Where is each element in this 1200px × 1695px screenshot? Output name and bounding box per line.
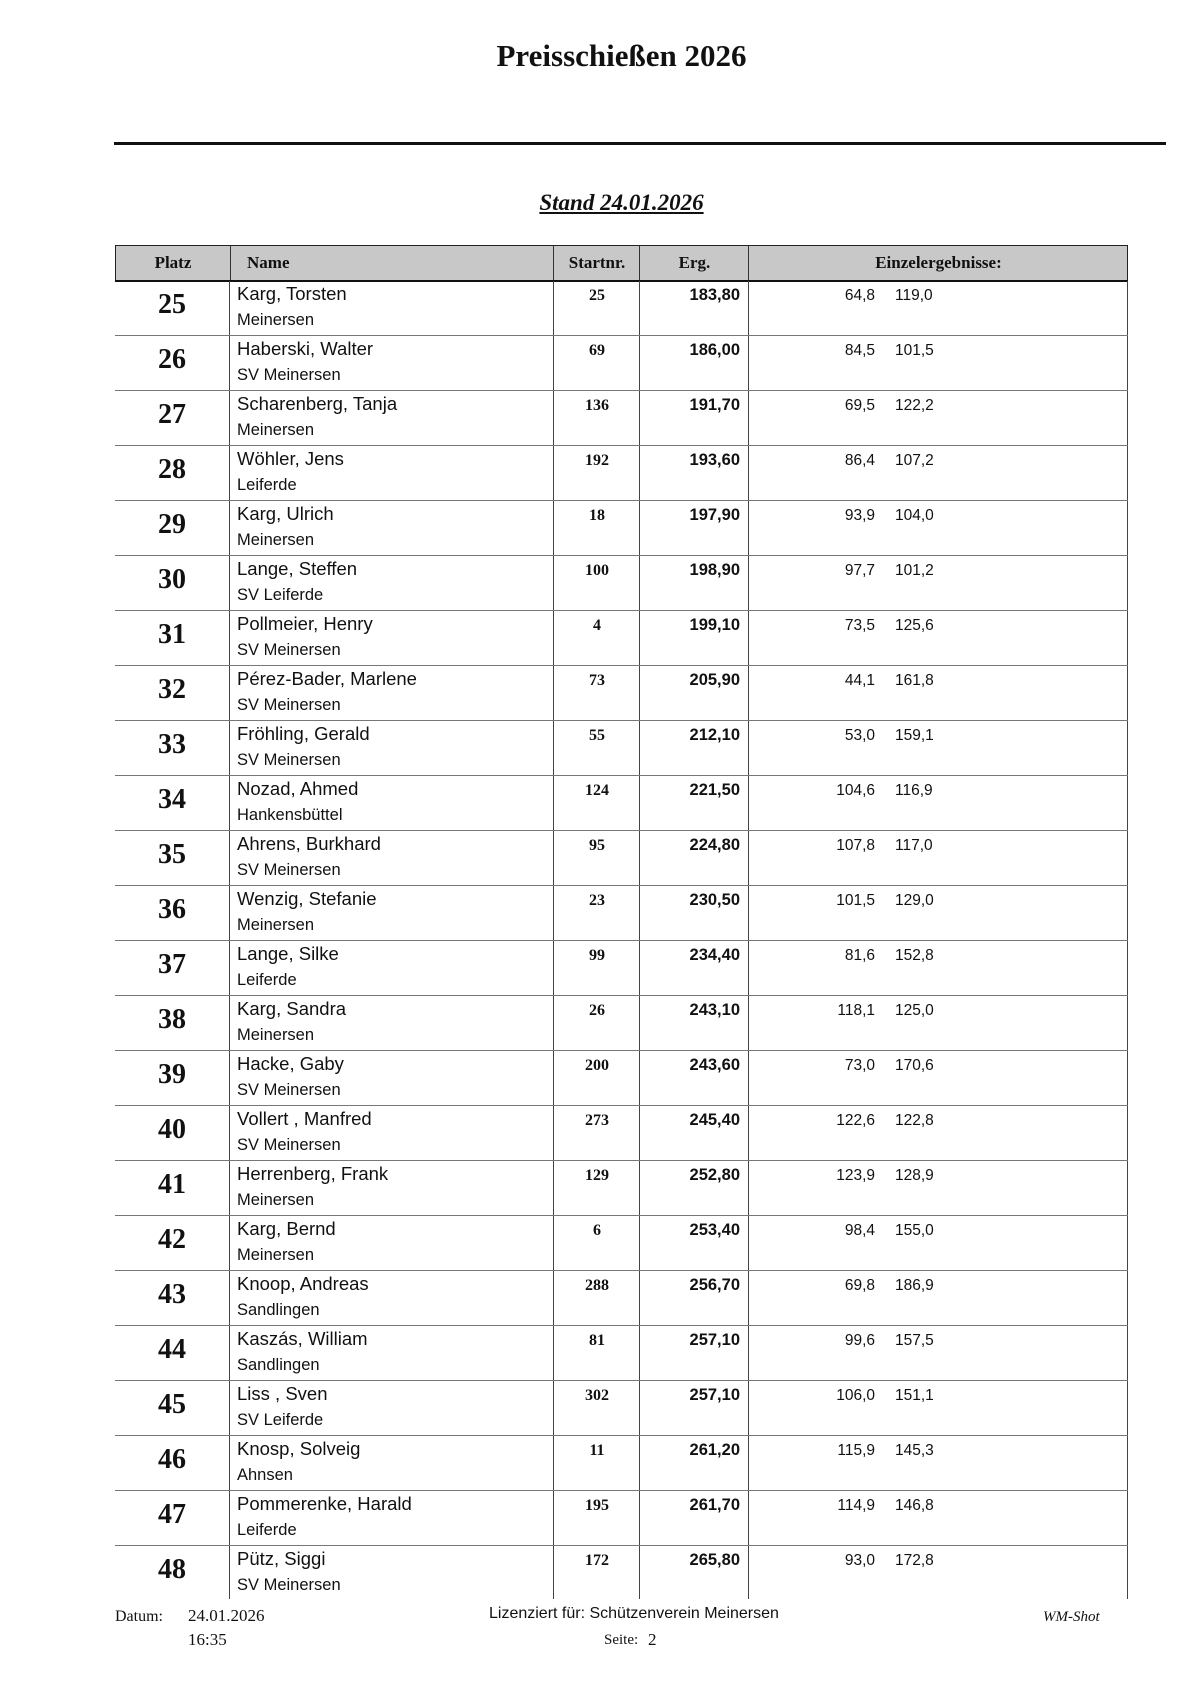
start-number: 18 [589,507,605,524]
single-result-1: 106,0 [836,1387,875,1404]
shooter-name: Karg, Ulrich [237,503,334,524]
single-result-2: 145,3 [895,1442,934,1459]
table-row [115,666,1128,721]
platz-cell: 25 [158,289,186,320]
table-row [115,1216,1128,1271]
table-row [115,776,1128,831]
single-result-2: 151,1 [895,1387,934,1404]
shooter-name: Scharenberg, Tanja [237,393,398,414]
platz-cell: 43 [158,1279,186,1310]
shooter-name: Fröhling, Gerald [237,723,370,744]
total-result: 261,70 [689,1496,740,1514]
single-result-2: 170,6 [895,1057,934,1074]
footer-time: 16:35 [188,1630,227,1649]
footer-datum-label: Datum: [115,1608,163,1625]
table-row [115,1381,1128,1436]
shooter-name: Liss , Sven [237,1383,328,1404]
single-result-2: 122,8 [895,1112,934,1129]
start-number: 4 [593,617,601,634]
total-result: 224,80 [689,836,740,854]
single-result-2: 104,0 [895,507,934,524]
header-einzelergebnisse: Einzelergebnisse: [748,246,1128,280]
single-result-2: 157,5 [895,1332,934,1349]
platz-cell: 47 [158,1499,186,1530]
platz-cell: 41 [158,1169,186,1200]
table-row [115,996,1128,1051]
club-name: Meinersen [237,1026,315,1044]
club-name: Ahnsen [237,1466,293,1484]
platz-cell: 45 [158,1389,186,1420]
total-result: 243,60 [689,1056,740,1074]
shooter-name: Haberski, Walter [237,338,374,359]
start-number: 192 [585,452,609,469]
start-number: 69 [589,342,605,359]
single-result-1: 93,0 [844,1552,875,1569]
platz-cell: 30 [158,564,186,595]
single-result-2: 119,0 [895,287,933,304]
club-name: Sandlingen [237,1356,320,1374]
table-row [115,1491,1128,1546]
table-row [115,1326,1128,1381]
single-result-2: 125,0 [895,1002,934,1019]
platz-cell: 44 [158,1334,186,1365]
club-name: Sandlingen [237,1301,320,1319]
club-name: Meinersen [237,1246,315,1264]
table-row [115,391,1128,446]
club-name: SV Meinersen [237,1136,341,1154]
single-result-1: 101,5 [836,892,875,909]
table-row [115,1051,1128,1106]
shooter-name: Kaszás, William [237,1328,368,1349]
single-result-2: 172,8 [895,1552,934,1569]
platz-cell: 29 [158,509,186,540]
single-result-2: 101,5 [895,342,934,359]
single-result-2: 117,0 [895,837,933,854]
table-row [115,1546,1128,1608]
single-result-1: 97,7 [844,562,875,579]
single-result-2: 146,8 [895,1497,934,1514]
shooter-name: Ahrens, Burkhard [237,833,381,854]
footer-software: WM-Shot [1043,1609,1100,1625]
title-rule [114,142,1166,145]
platz-cell: 42 [158,1224,186,1255]
club-name: Leiferde [237,971,297,989]
header-name: Name [230,246,553,280]
start-number: 288 [585,1277,609,1294]
platz-cell: 34 [158,784,186,815]
single-result-1: 99,6 [844,1332,875,1349]
club-name: SV Meinersen [237,696,341,714]
table-row [115,1436,1128,1491]
club-name: Leiferde [237,1521,297,1539]
total-result: 253,40 [689,1221,740,1239]
table-row [115,556,1128,611]
platz-cell: 31 [158,619,186,650]
table-header [115,245,1128,281]
table-row [115,1161,1128,1216]
shooter-name: Pommerenke, Harald [237,1493,412,1514]
club-name: SV Meinersen [237,641,341,659]
start-number: 302 [585,1387,609,1404]
single-result-1: 107,8 [836,837,875,854]
total-result: 257,10 [689,1331,740,1349]
club-name: Hankensbüttel [237,806,343,824]
shooter-name: Wöhler, Jens [237,448,344,469]
total-result: 256,70 [689,1276,740,1294]
start-number: 55 [589,727,605,744]
platz-cell: 33 [158,729,186,760]
single-result-2: 107,2 [895,452,934,469]
platz-cell: 39 [158,1059,186,1090]
footer-license: Lizenziert für: Schützenverein Meinersen [489,1605,779,1622]
platz-cell: 37 [158,949,186,980]
stand-date: Stand 24.01.2026 [539,190,704,215]
total-result: 252,80 [689,1166,740,1184]
club-name: SV Meinersen [237,751,341,769]
start-number: 136 [585,397,609,414]
footer-page-number: 2 [648,1630,657,1649]
header-platz: Platz [154,253,192,272]
club-name: Meinersen [237,1191,315,1209]
single-result-2: 186,9 [895,1277,934,1294]
platz-cell: 28 [158,454,186,485]
shooter-name: Hacke, Gaby [237,1053,344,1074]
single-result-1: 104,6 [836,782,875,799]
total-result: 245,40 [689,1111,740,1129]
single-result-1: 73,0 [844,1057,875,1074]
single-result-2: 155,0 [895,1222,934,1239]
single-result-2: 129,0 [895,892,934,909]
platz-cell: 36 [158,894,186,925]
single-result-2: 101,2 [895,562,934,579]
shooter-name: Knosp, Solveig [237,1438,361,1459]
platz-cell: 27 [158,399,186,430]
start-number: 25 [589,287,605,304]
total-result: 193,60 [689,451,740,469]
start-number: 100 [585,562,609,579]
platz-cell: 40 [158,1114,186,1145]
single-result-1: 53,0 [844,727,875,744]
single-result-2: 116,9 [895,782,933,799]
total-result: 265,80 [689,1551,740,1569]
single-result-1: 114,9 [837,1497,875,1514]
club-name: Meinersen [237,421,315,439]
table-row [115,1106,1128,1161]
table-row [115,1271,1128,1326]
shooter-name: Knoop, Andreas [237,1273,369,1294]
start-number: 273 [585,1112,609,1129]
platz-cell: 26 [158,344,186,375]
start-number: 6 [593,1222,601,1239]
table-row [115,336,1128,391]
club-name: SV Meinersen [237,1081,341,1099]
start-number: 11 [589,1442,605,1459]
start-number: 95 [589,837,605,854]
total-result: 261,20 [689,1441,740,1459]
platz-cell: 48 [158,1554,186,1585]
club-name: SV Meinersen [237,861,341,879]
single-result-1: 122,6 [836,1112,875,1129]
total-result: 186,00 [689,341,740,359]
page-title: Preisschießen 2026 [496,38,747,73]
club-name: SV Leiferde [237,586,324,604]
total-result: 257,10 [689,1386,740,1404]
table-row [115,501,1128,556]
start-number: 73 [589,672,605,689]
club-name: Leiferde [237,476,297,494]
total-result: 234,40 [689,946,740,964]
single-result-1: 123,9 [836,1167,875,1184]
single-result-1: 115,9 [837,1442,875,1459]
single-result-1: 81,6 [844,947,875,964]
platz-cell: 46 [158,1444,186,1475]
shooter-name: Lange, Silke [237,943,339,964]
start-number: 200 [585,1057,609,1074]
club-name: Meinersen [237,311,315,329]
single-result-2: 128,9 [895,1167,934,1184]
single-result-1: 69,5 [844,397,875,414]
shooter-name: Pütz, Siggi [237,1548,326,1569]
total-result: 221,50 [689,781,740,799]
club-name: SV Leiferde [237,1411,324,1429]
shooter-name: Herrenberg, Frank [237,1163,389,1184]
table-row [115,831,1128,886]
footer-date: 24.01.2026 [188,1606,265,1625]
shooter-name: Pérez-Bader, Marlene [237,668,417,689]
start-number: 195 [585,1497,609,1514]
shooter-name: Pollmeier, Henry [237,613,373,634]
total-result: 191,70 [689,396,740,414]
single-result-2: 152,8 [895,947,934,964]
club-name: SV Meinersen [237,1576,341,1594]
shooter-name: Karg, Torsten [237,283,347,304]
start-number: 124 [585,782,609,799]
start-number: 23 [589,892,605,909]
header-erg: Erg. [639,246,749,280]
table-body [115,281,1128,1608]
table-row [115,941,1128,996]
club-name: Meinersen [237,916,315,934]
table-row [115,281,1128,336]
start-number: 99 [589,947,605,964]
total-result: 205,90 [689,671,740,689]
shooter-name: Nozad, Ahmed [237,778,359,799]
total-result: 199,10 [689,616,740,634]
shooter-name: Karg, Bernd [237,1218,336,1239]
total-result: 183,80 [689,286,740,304]
single-result-1: 64,8 [844,287,875,304]
single-result-1: 86,4 [844,452,875,469]
total-result: 197,90 [689,506,740,524]
platz-cell: 38 [158,1004,186,1035]
single-result-2: 125,6 [895,617,934,634]
single-result-2: 159,1 [895,727,934,744]
header-startnr: Startnr. [553,246,640,280]
single-result-2: 161,8 [895,672,934,689]
start-number: 26 [589,1002,605,1019]
total-result: 243,10 [689,1001,740,1019]
shooter-name: Karg, Sandra [237,998,347,1019]
total-result: 212,10 [689,726,740,744]
footer-seite-label: Seite: [604,1632,639,1648]
start-number: 172 [585,1552,609,1569]
start-number: 129 [585,1167,609,1184]
shooter-name: Vollert , Manfred [237,1108,372,1129]
single-result-1: 93,9 [844,507,875,524]
table-row [115,446,1128,501]
results-table [115,245,1128,1599]
club-name: Meinersen [237,531,315,549]
platz-cell: 35 [158,839,186,870]
single-result-1: 118,1 [837,1002,875,1019]
total-result: 198,90 [689,561,740,579]
shooter-name: Wenzig, Stefanie [237,888,377,909]
table-row [115,721,1128,776]
single-result-1: 84,5 [844,342,875,359]
single-result-1: 98,4 [844,1222,875,1239]
single-result-2: 122,2 [895,397,934,414]
shooter-name: Lange, Steffen [237,558,358,579]
club-name: SV Meinersen [237,366,341,384]
total-result: 230,50 [689,891,740,909]
table-row [115,886,1128,941]
table-row [115,611,1128,666]
single-result-1: 69,8 [844,1277,875,1294]
platz-cell: 32 [158,674,186,705]
single-result-1: 73,5 [844,617,875,634]
start-number: 81 [589,1332,605,1349]
single-result-1: 44,1 [844,672,875,689]
